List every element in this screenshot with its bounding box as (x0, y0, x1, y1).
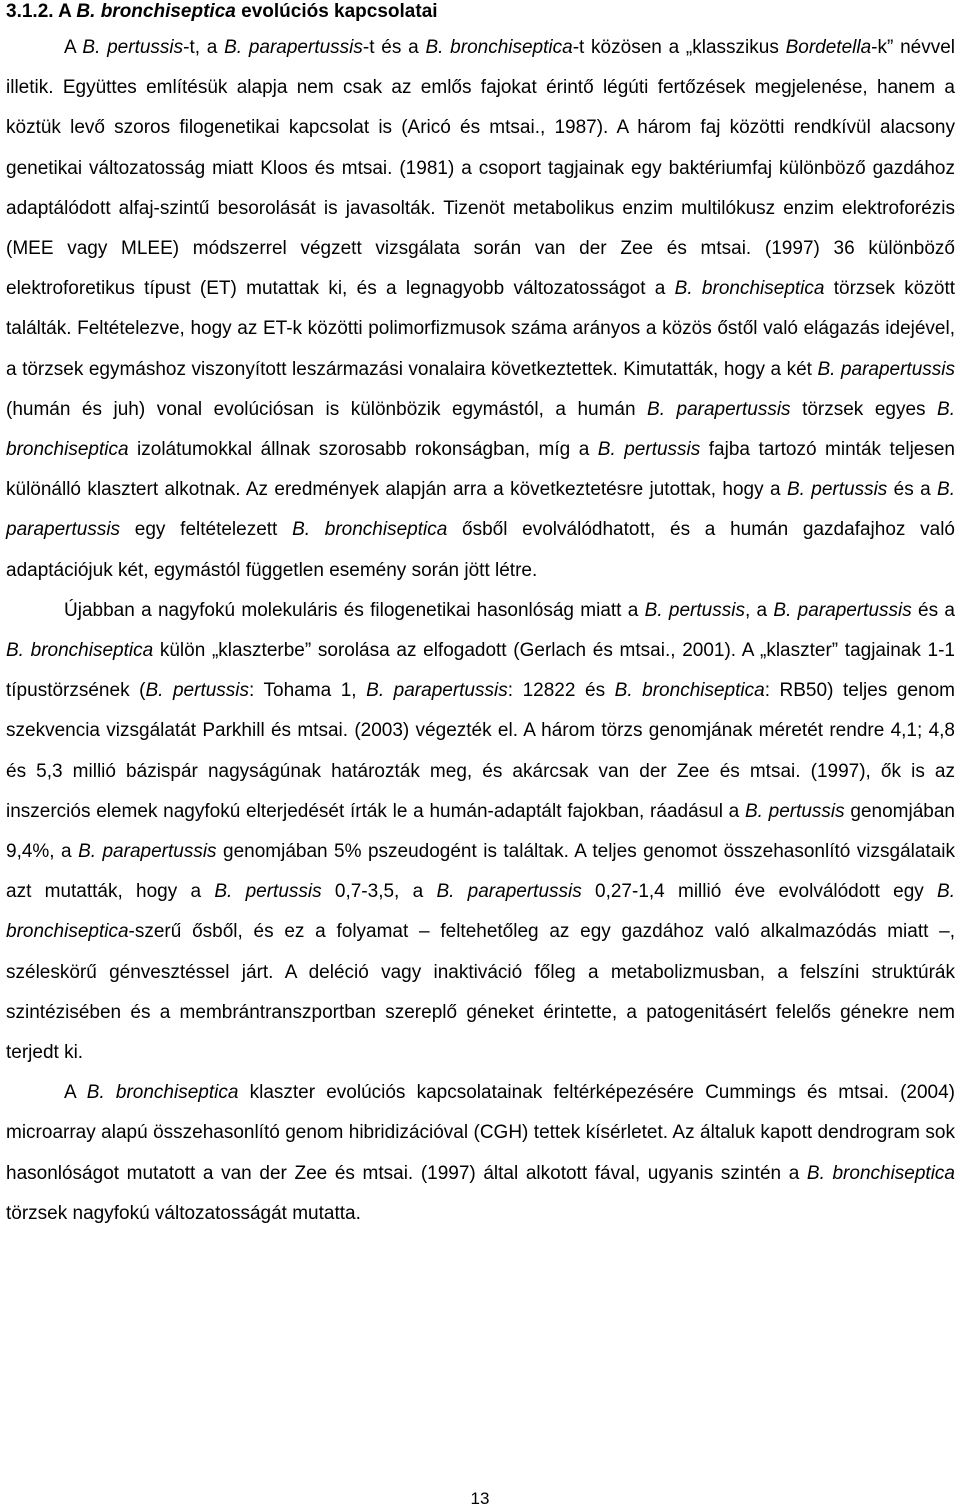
species-name: B. bronchiseptica (6, 881, 955, 943)
species-name: B. bronchiseptica (674, 278, 825, 300)
species-name: B. parapertussis (647, 398, 791, 420)
paragraph-3 (6, 1073, 955, 1234)
species-name: B. pertussis (597, 439, 701, 461)
paragraph-2 (6, 591, 955, 1073)
species-name: B. parapertussis (224, 37, 363, 58)
paragraph-text: : 12822 és (507, 680, 615, 702)
paragraph-text: ősből evolválódhatott, és a humán gazdafajhoz való adaptációjuk két, egymástól független esemény során jött létre. (6, 519, 955, 581)
paragraph-text: törzsek egyes (790, 398, 938, 420)
species-name: B. bronchiseptica (425, 37, 573, 58)
paragraph-text: törzsek között találták. Feltételezve, hogy az ET-k közötti polimorfizmusok száma arányos a közös őstől való elágazás idejével, a törzsek egymáshoz viszonyított leszármazási vonalaira következtettek. Kimutatták, hogy a két (6, 278, 955, 380)
species-name: B. parapertussis (817, 358, 956, 380)
section-title-suffix: evolúciós kapcsolatai (235, 1, 438, 22)
species-name: B. bronchiseptica (614, 680, 765, 702)
species-name: B. pertussis (744, 800, 845, 822)
paragraph-text: egy feltételezett (120, 519, 293, 541)
document-page (6, 0, 955, 1234)
paragraph-text: fajba tartozó minták teljesen különálló klasztert alkotnak. Az eredmények alapján arra a következtetésre jutottak, hogy a (6, 439, 955, 501)
species-name: B. parapertussis (436, 881, 582, 903)
section-heading (6, 0, 955, 28)
paragraph-text: 0,27-1,4 millió éve evolválódott egy (581, 881, 938, 903)
paragraph-text: és a (887, 479, 938, 501)
paragraph-text: Újabban a nagyfokú molekuláris és filogenetikai hasonlóság miatt a (64, 599, 645, 621)
paragraph-text: és a (911, 599, 955, 621)
paragraph-text: A (64, 37, 83, 58)
paragraph-text: A (64, 1082, 87, 1104)
page-number: 13 (470, 1489, 490, 1508)
paragraph-text: genomjában 9,4%, a (6, 800, 955, 863)
species-name: B. parapertussis (78, 841, 217, 863)
paragraph-text: -k” névvel illetik. Együttes említésük alapja nem csak az emlős fajokat érintő légúti fertőzések megjelenése, hanem a köztük levő szoros filogenetikai kapcsolat is (Aricó és mtsai., 1987). A három faj közötti rendkívül alacsony genetikai változatosság miatt Kloos és mtsai. (1981) a csoport tagjainak egy baktériumfaj különböző gazdához adaptálódott alfaj-szintű besorolását is javasolták. Tizenöt metabolikus enzim multilókusz enzim elektroforézis (MEE vagy MLEE) módszerrel végzett vizsgálata során van der Zee és mtsai. (1997) 36 különböző elektroforetikus típust (ET) mutattak ki, és a legnagyobb változatosságot a (6, 37, 955, 300)
species-name: B. bronchiseptica (86, 1082, 239, 1104)
species-name: B. parapertussis (366, 680, 508, 702)
paragraph-text: -t, a (183, 37, 225, 58)
species-name: B. bronchiseptica (6, 640, 154, 662)
species-name: B. bronchiseptica (806, 1162, 955, 1184)
paragraph-text: -szerű ősből, és ez a folyamat – feltehetőleg az egy gazdához való alkalmazódás miatt –, széleskörű génvesztéssel járt. A deléció vagy inaktiváció főleg a metabolizmusban, a felszíni struktúrák szintézisében és a membrántranszportban szereplő géneket érintette, a patogenitásért felelős génekre nem terjedt ki. (6, 921, 955, 1064)
species-name: B. pertussis (214, 881, 322, 903)
paragraph-text: törzsek nagyfokú változatosságát mutatta. (6, 1202, 361, 1224)
paragraph-text: , a (744, 599, 774, 621)
paragraph-text: : Tohama 1, (249, 680, 367, 702)
paragraph-text: -t közösen a „klasszikus (572, 37, 786, 58)
paragraph-text: genomjában 5% pszeudogént is találtak. A teljes genomot összehasonlító vizsgálataik azt mutatták, hogy a (6, 841, 955, 903)
species-name: B. pertussis (644, 599, 745, 621)
paragraph-text: klaszter evolúciós kapcsolatainak feltérképezésére Cummings és mtsai. (2004) microarray alapú összehasonlító genom hibridizációval (CGH) tettek kísérletet. Az általuk kapott dendrogram sok hasonlóságot mutatott a van der Zee és mtsai. (1997) által alkotott fával, ugyanis szintén a (6, 1082, 956, 1184)
paragraph-text: -t és a (362, 37, 426, 58)
species-name: B. bronchiseptica (6, 398, 955, 461)
species-name: Bordetella (785, 37, 872, 58)
section-number: 3.1.2. (6, 1, 54, 22)
paragraph-text: 0,7-3,5, a (321, 881, 437, 903)
section-title-species: B. bronchiseptica (76, 1, 236, 22)
species-name: B. parapertussis (773, 599, 912, 621)
species-name: B. pertussis (786, 479, 888, 501)
paragraph-text: (humán és juh) vonal evolúciósan is különbözik egymástól, a humán (6, 398, 648, 420)
section-title-prefix: A (58, 1, 77, 22)
paragraph-text: külön „klaszterbe” sorolása az elfogadott (Gerlach és mtsai., 2001). A „klaszter” tagjainak 1-1 típustörzsének ( (6, 640, 956, 702)
species-name: B. pertussis (145, 680, 250, 702)
paragraph-text: izolátumokkal állnak szorosabb rokonságban, míg a (128, 439, 598, 461)
paragraph-1 (6, 28, 955, 591)
species-name: B. pertussis (82, 37, 184, 58)
paragraph-text: : RB50) teljes genom szekvencia vizsgálatát Parkhill és mtsai. (2003) végezték el. A három törzs genomjának méretét rendre 4,1; 4,8 és 5,3 millió bázispár nagyságúnak határozták meg, és akárcsak van der Zee és mtsai. (1997), ők is az inszerciós elemek nagyfokú elterjedését írták le a humán-adaptált fajokban, ráadásul a (6, 680, 955, 822)
species-name: B. parapertussis (6, 479, 955, 541)
species-name: B. bronchiseptica (292, 519, 448, 541)
